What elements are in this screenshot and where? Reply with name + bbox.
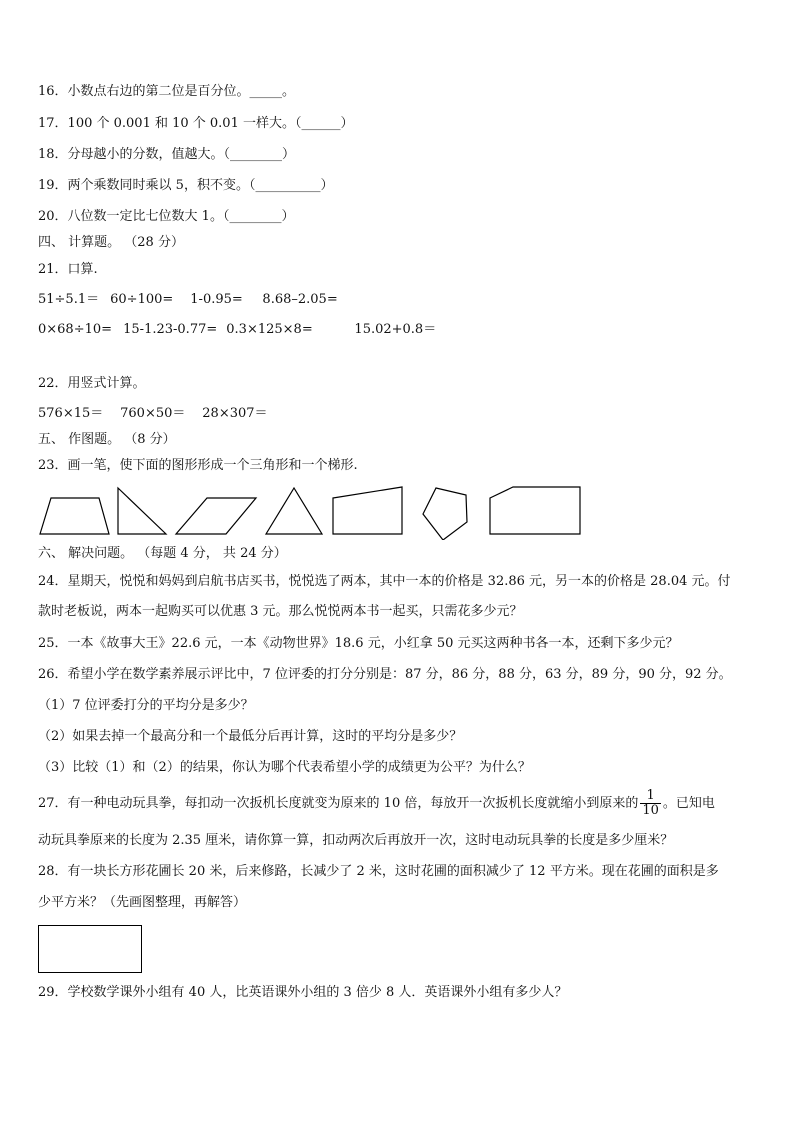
triangle-shape <box>266 488 322 534</box>
calc-item: 0.3×125×8= <box>226 322 313 337</box>
calc-item: 8.68–2.05= <box>262 292 338 307</box>
question-20: 20．八位数一定比七位数大 1。（________） <box>38 209 295 224</box>
question-16: 16．小数点右边的第二位是百分位。_____。 <box>38 84 296 99</box>
question-21: 21．口算. <box>38 262 98 277</box>
question-29: 29．学校数学课外小组有 40 人，比英语课外小组的 3 倍少 8 人．英语课外小组有多少人？ <box>38 985 568 1000</box>
question-22: 22．用竖式计算。 <box>38 376 146 391</box>
pentagon-box-shape <box>490 487 580 534</box>
trapezoid-shape <box>40 498 109 534</box>
question-17: 17．100 个 0.001 和 10 个 0.01 一样大。（______） <box>38 116 354 131</box>
q21-row-1 <box>38 292 338 308</box>
parallelogram-shape <box>176 498 256 534</box>
calc-item: 28×307＝ <box>202 406 268 421</box>
calc-item: 60÷100= <box>110 292 174 307</box>
question-25: 25．一本《故事大王》22.6 元，一本《动物世界》18.6 元，小红拿 50 元买这两种书各一本，还剩下多少元？ <box>38 636 679 651</box>
fraction-denominator: 10 <box>642 803 659 818</box>
section-4-heading: 四、 计算题。 （28 分） <box>38 235 184 250</box>
question-26-part-1: （1）7 位评委打分的平均分是多少？ <box>38 698 254 713</box>
question-26-part-3: （3）比较（1）和（2）的结果，你认为哪个代表希望小学的成绩更为公平？为什么？ <box>38 760 531 775</box>
q21-row-2 <box>38 322 436 338</box>
drawing-box <box>38 925 142 973</box>
section-6-heading: 六、 解决问题。 （每题 4 分， 共 24 分） <box>38 546 287 561</box>
question-27-line-1 <box>38 789 715 818</box>
fraction-one-tenth <box>640 789 661 818</box>
calc-item: 15.02+0.8＝ <box>354 322 437 337</box>
calc-item: 0×68÷10= <box>38 322 113 337</box>
question-23: 23．画一笔，使下面的图形形成一个三角形和一个梯形. <box>38 458 358 473</box>
fraction-numerator: 1 <box>640 789 661 804</box>
q22-row-1 <box>38 406 268 422</box>
question-18: 18．分母越小的分数，值越大。（________） <box>38 147 296 162</box>
question-24-line-1: 24．星期天，悦悦和妈妈到启航书店买书，悦悦选了两本，其中一本的价格是 32.86 元，另一本的价格是 28.04 元。付 <box>38 574 731 589</box>
question-26: 26．希望小学在数学素养展示评比中，7 位评委的打分分别是：87 分，86 分，88 分，63 分，89 分，90 分，92 分。 <box>38 667 732 682</box>
question-28-line-2: 少平方米？（先画图整理，再解答） <box>38 895 247 910</box>
section-5-heading: 五、 作图题。 （8 分） <box>38 432 176 447</box>
calc-item: 51÷5.1＝ <box>38 292 100 307</box>
question-28-line-1: 28．有一块长方形花圃长 20 米，后来修路，长减少了 2 米，这时花圃的面积减少了 12 平方米。现在花圃的面积是多 <box>38 864 719 879</box>
calc-item: 1-0.95= <box>190 292 243 307</box>
q27-text-pre: 27．有一种电动玩具拳，每扣动一次扳机长度就变为原来的 10 倍，每放开一次扳机长度就缩小到原来的 <box>38 796 639 811</box>
question-27-line-2: 动玩具拳原来的长度为 2.35 厘米，请你算一算，扣动两次后再放开一次，这时电动玩具拳的长度是多少厘米？ <box>38 833 674 848</box>
q27-text-post: 。已知电 <box>662 796 715 811</box>
calc-item: 15-1.23-0.77= <box>123 322 218 337</box>
question-24-line-2: 款时老板说，两本一起购买可以优惠 3 元。那么悦悦两本书一起买，只需花多少元？ <box>38 604 523 619</box>
shapes-figure <box>38 484 598 540</box>
pentagon-shape <box>423 488 467 540</box>
quadrilateral-shape <box>333 487 402 534</box>
right-triangle-shape <box>118 488 166 534</box>
calc-item: 576×15＝ <box>38 406 104 421</box>
calc-item: 760×50＝ <box>120 406 186 421</box>
question-19: 19．两个乘数同时乘以 5，积不变。（__________） <box>38 178 334 193</box>
question-26-part-2: （2）如果去掉一个最高分和一个最低分后再计算，这时的平均分是多少？ <box>38 729 463 744</box>
